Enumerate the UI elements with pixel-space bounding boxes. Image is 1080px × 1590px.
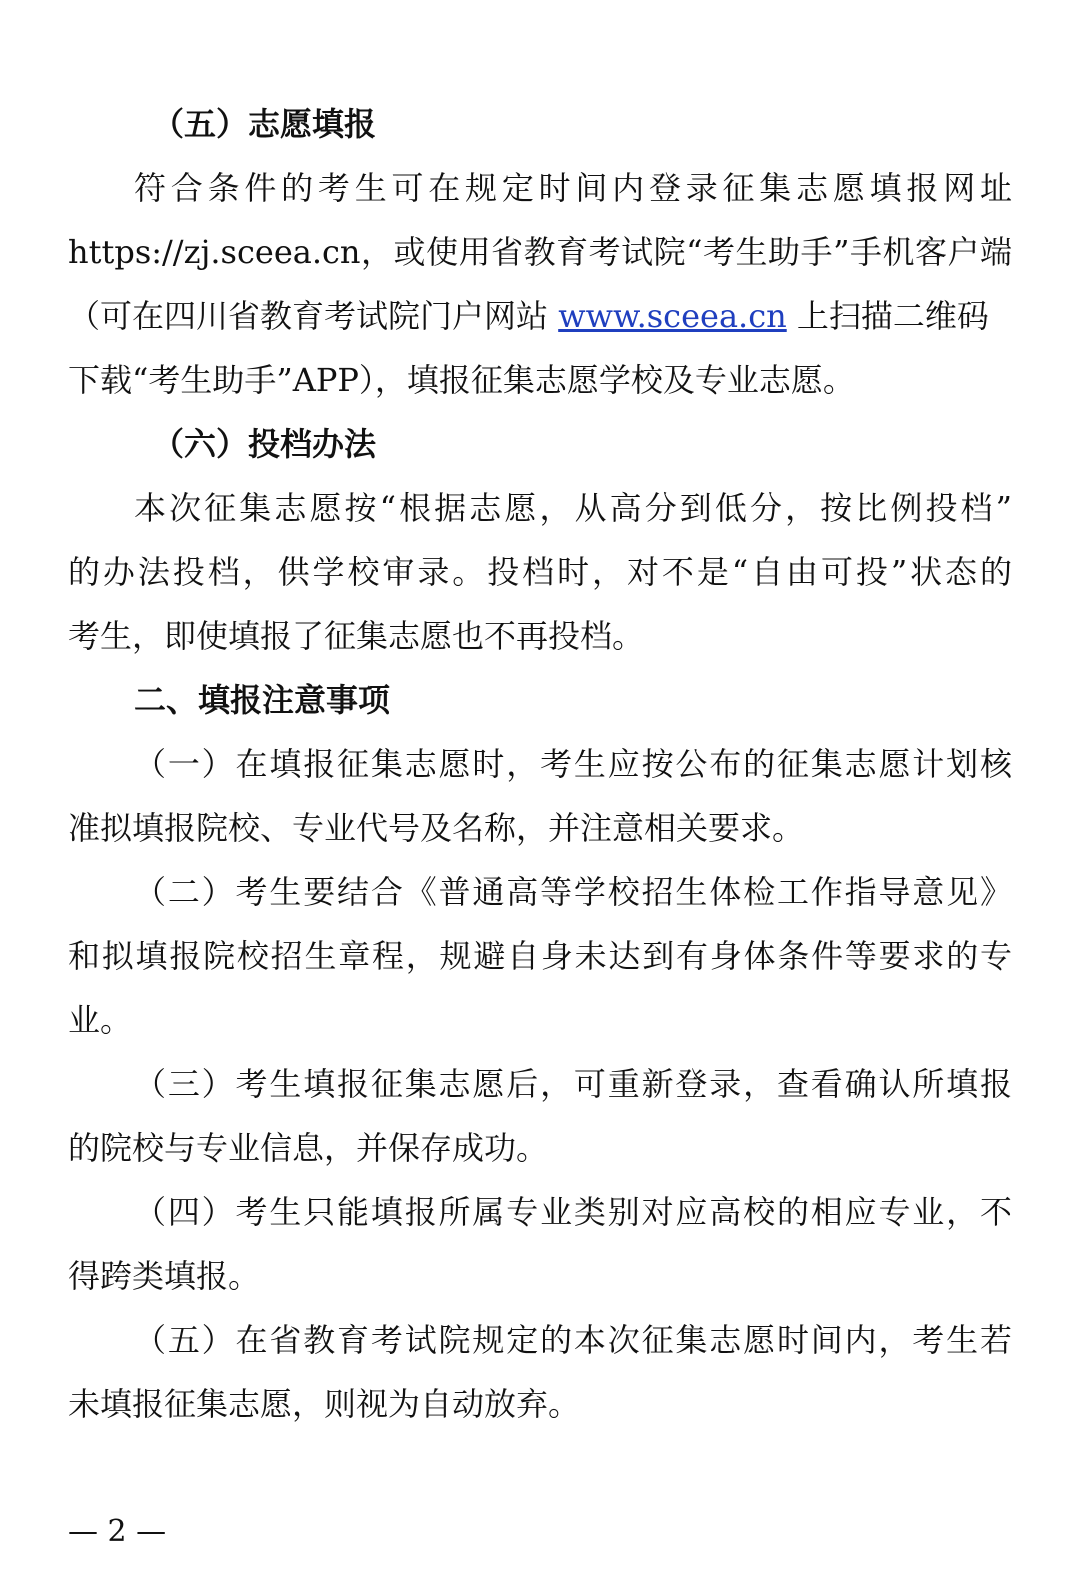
list-item-line: （二）考生要结合《普通高等学校招生体检工作指导意见》 [134, 873, 1012, 911]
paragraph-line: 本次征集志愿按“根据志愿，从高分到低分，按比例投档” [134, 489, 1012, 527]
list-item-line: 的院校与专业信息，并保存成功。 [68, 1129, 549, 1167]
paragraph-line [68, 296, 1012, 336]
section-heading-five: （五）志愿填报 [152, 105, 377, 143]
part-heading: 二、填报注意事项 [134, 681, 391, 719]
list-item-line: 准拟填报院校、专业代号及名称，并注意相关要求。 [68, 809, 805, 847]
list-item-line: 未填报征集志愿，则视为自动放弃。 [68, 1385, 581, 1423]
paragraph-line: 下载“考生助手”APP），填报征集志愿学校及专业志愿。 [68, 361, 855, 399]
paragraph-line: 符合条件的考生可在规定时间内登录征集志愿填报网址 [134, 169, 1012, 207]
paragraph-line: 的办法投档，供学校审录。投档时，对不是“自由可投”状态的 [68, 553, 1012, 591]
paragraph-line: 考生，即使填报了征集志愿也不再投档。 [68, 617, 645, 655]
section-heading-six: （六）投档办法 [152, 425, 377, 463]
list-item-line: （一）在填报征集志愿时，考生应按公布的征集志愿计划核 [134, 745, 1012, 783]
paragraph-text: 上扫描二维码 [786, 297, 989, 335]
list-item-line: 业。 [68, 1001, 133, 1039]
website-link[interactable]: www.sceea.cn [558, 297, 787, 335]
list-item-line: （三）考生填报征集志愿后，可重新登录，查看确认所填报 [134, 1065, 1012, 1103]
paragraph-line: https://zj.sceea.cn，或使用省教育考试院“考生助手”手机客户端 [68, 233, 1012, 271]
list-item-line: 得跨类填报。 [68, 1257, 261, 1295]
list-item-line: （四）考生只能填报所属专业类别对应高校的相应专业，不 [134, 1193, 1012, 1231]
page-number: — 2 — [68, 1514, 167, 1549]
list-item-line: （五）在省教育考试院规定的本次征集志愿时间内，考生若 [134, 1321, 1012, 1359]
list-item-line: 和拟填报院校招生章程，规避自身未达到有身体条件等要求的专 [68, 937, 1012, 975]
paragraph-text: （可在四川省教育考试院门户网站 [68, 297, 559, 335]
